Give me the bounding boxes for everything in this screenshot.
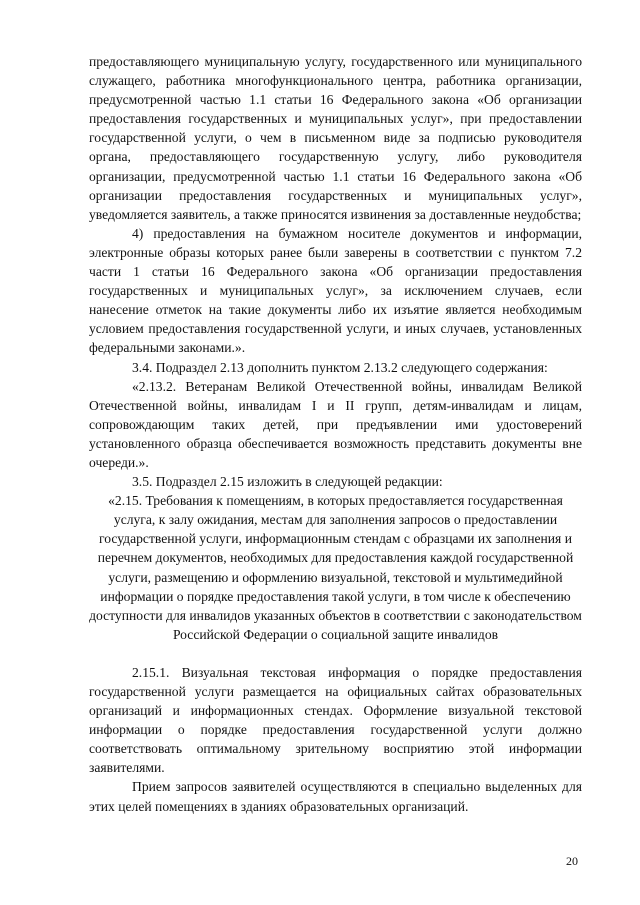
paragraph-reception: Прием запросов заявителей осуществляются в специально выделенных для этих целей помещениях в зданиях образовательных организаций. xyxy=(89,779,582,814)
paragraph-3-4: 3.4. Подраздел 2.13 дополнить пунктом 2.13.2 следующего содержания: xyxy=(132,359,548,375)
paragraph-item-4: 4) предоставления на бумажном носителе документов и информации, электронные образы которых ранее были заверены в соответствии с пунктом 7.2 части 1 статьи 16 Федерального закона «Об организации предоставления государственных и муниципальных услуг», за исключением случаев, если нанесение отметок на такие документы либо их изъятие является необходимым условием предоставления государственной услуги, и иных случаев, установленных федеральными законами.». xyxy=(89,225,582,356)
paragraph-continuation: предоставляющего муниципальную услугу, государственного или муниципального служащего, работника многофункционального центра, работника организации, предусмотренной частью 1.1 статьи 16 Федерального закона «Об организации предоставления государственных и муниципальных услуг», при предоставлении государственной услуги, о чем в письменном виде за подписью руководителя органа, предоставляющего государственную услугу, либо руководителя организации, предусмотренной частью 1.1 статьи 16 Федерального закона «Об организации предоставления государственных и муниципальных услуг», уведомляется заявитель, а также приносятся извинения за доставленные неудобства; xyxy=(89,54,582,222)
paragraph-2-13-2: «2.13.2. Ветеранам Великой Отечественной войны, инвалидам Великой Отечественной войны, инвалидам I и II групп, детям-инвалидам и лицам, сопровождающим таких детей, при предъявлении ими удостоверений установленного образца обеспечивается возможность представить документы вне очереди.». xyxy=(89,378,582,470)
document-body xyxy=(89,52,582,816)
page-number: 20 xyxy=(566,854,578,868)
paragraph-spacer xyxy=(89,644,582,663)
section-heading-2-15: «2.15. Требования к помещениям, в которых предоставляется государственная услуга, к залу ожидания, местам для заполнения запросов о предоставлении государственной услуги, информационным стендам с образцами их заполнения и перечнем документов, необходимых для предоставления каждой государственной услуги, размещению и оформлению визуальной, текстовой и мультимедийной информации о порядке предоставления такой услуги, в том числе к обеспечению доступности для инвалидов указанных объектов в соответствии с законодательством Российской Федерации о социальной защите инвалидов xyxy=(89,493,582,642)
paragraph-3-5: 3.5. Подраздел 2.15 изложить в следующей редакции: xyxy=(132,474,443,490)
paragraph-2-15-1: 2.15.1. Визуальная текстовая информация о порядке предоставления государственной услуги размещается на официальных сайтах образовательных организаций и информационных стендах. Оформление визуальной текстовой информации о порядке предоставления государственной услуги должно соответствовать оптимальному зрительному восприятию этой информации заявителями. xyxy=(89,664,582,776)
